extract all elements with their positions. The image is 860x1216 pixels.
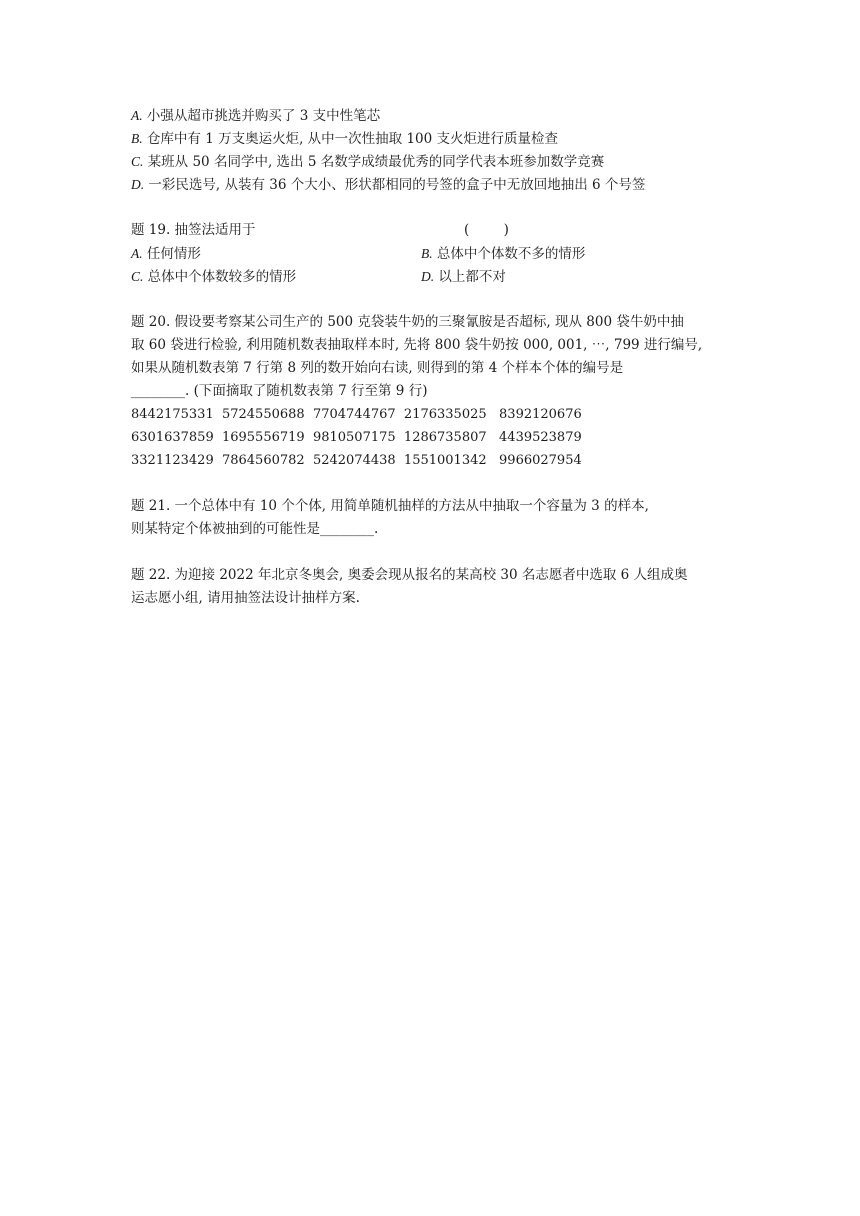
question-text: 题 19. 抽签法适用于: [131, 222, 256, 238]
q22-line-1: 题 22. 为迎接 2022 年北京冬奥会, 奥委会现从报名的某高校 30 名志愿者中选取 6 人组成奥: [131, 567, 688, 583]
option-text: 任何情形: [142, 246, 201, 262]
option-text: 总体中个体数不多的情形: [432, 246, 586, 262]
option-letter: D.: [131, 177, 145, 192]
option-letter: C.: [131, 154, 144, 169]
q20-line-2: 取 60 袋进行检验, 利用随机数表抽取样本时, 先将 800 袋牛奶按 000, 001, ⋯, 799 进行编号,: [131, 337, 703, 353]
option-letter: C.: [131, 269, 144, 284]
q19-stem: [131, 219, 731, 242]
option-text: 总体中个体数较多的情形: [143, 269, 297, 285]
random-table-row-8: 6301637859 1695556719 9810507175 1286735807 4439523879: [131, 430, 582, 445]
option-letter: B.: [131, 131, 143, 146]
option-letter: B.: [421, 246, 433, 261]
q19-options-row-2: [131, 265, 731, 288]
option-text: 小强从超市挑选并购买了 3 支中性笔芯: [142, 108, 381, 124]
option-text: 一彩民选号, 从装有 36 个大小、形状都相同的号签的盒子中无放回地抽出 6 个号签: [144, 177, 646, 193]
q18-option-b: [131, 127, 731, 150]
option-letter: D.: [421, 269, 435, 284]
q22-line-2: 运志愿小组, 请用抽签法设计抽样方案.: [131, 590, 360, 606]
q18-option-d: [131, 173, 731, 196]
q20-line-4: ________. (下面摘取了随机数表第 7 行至第 9 行): [131, 383, 428, 399]
option-letter: A.: [131, 108, 143, 123]
q20-line-1: 题 20. 假设要考察某公司生产的 500 克袋装牛奶的三聚氰胺是否超标, 现从 800 袋牛奶中抽: [131, 314, 684, 330]
q19-option-a: [131, 242, 421, 265]
q19-option-b: [421, 242, 731, 265]
q19-option-d: [421, 265, 731, 288]
q21-line-1: 题 21. 一个总体中有 10 个个体, 用简单随机抽样的方法从中抽取一个容量为 3 的样本,: [131, 498, 649, 514]
q19-option-c: [131, 265, 421, 288]
q18-option-a: [131, 104, 731, 127]
option-letter: A.: [131, 246, 143, 261]
random-table-row-9: 3321123429 7864560782 5242074438 1551001342 9966027954: [131, 453, 582, 468]
q18-option-c: [131, 150, 731, 173]
random-table-row-7: 8442175331 5724550688 7704744767 2176335025 8392120676: [131, 407, 582, 422]
q21-line-2: 则某特定个体被抽到的可能性是________.: [131, 521, 379, 537]
q20-line-3: 如果从随机数表第 7 行第 8 列的数开始向右读, 则得到的第 4 个样本个体的编号是: [131, 360, 624, 376]
document-page: [131, 104, 731, 610]
answer-parentheses: ( ): [464, 222, 509, 238]
option-text: 以上都不对: [434, 269, 506, 285]
option-text: 某班从 50 名同学中, 选出 5 名数学成绩最优秀的同学代表本班参加数学竞赛: [143, 154, 605, 170]
option-text: 仓库中有 1 万支奥运火炬, 从中一次性抽取 100 支火炬进行质量检查: [142, 131, 559, 147]
q19-options-row-1: [131, 242, 731, 265]
